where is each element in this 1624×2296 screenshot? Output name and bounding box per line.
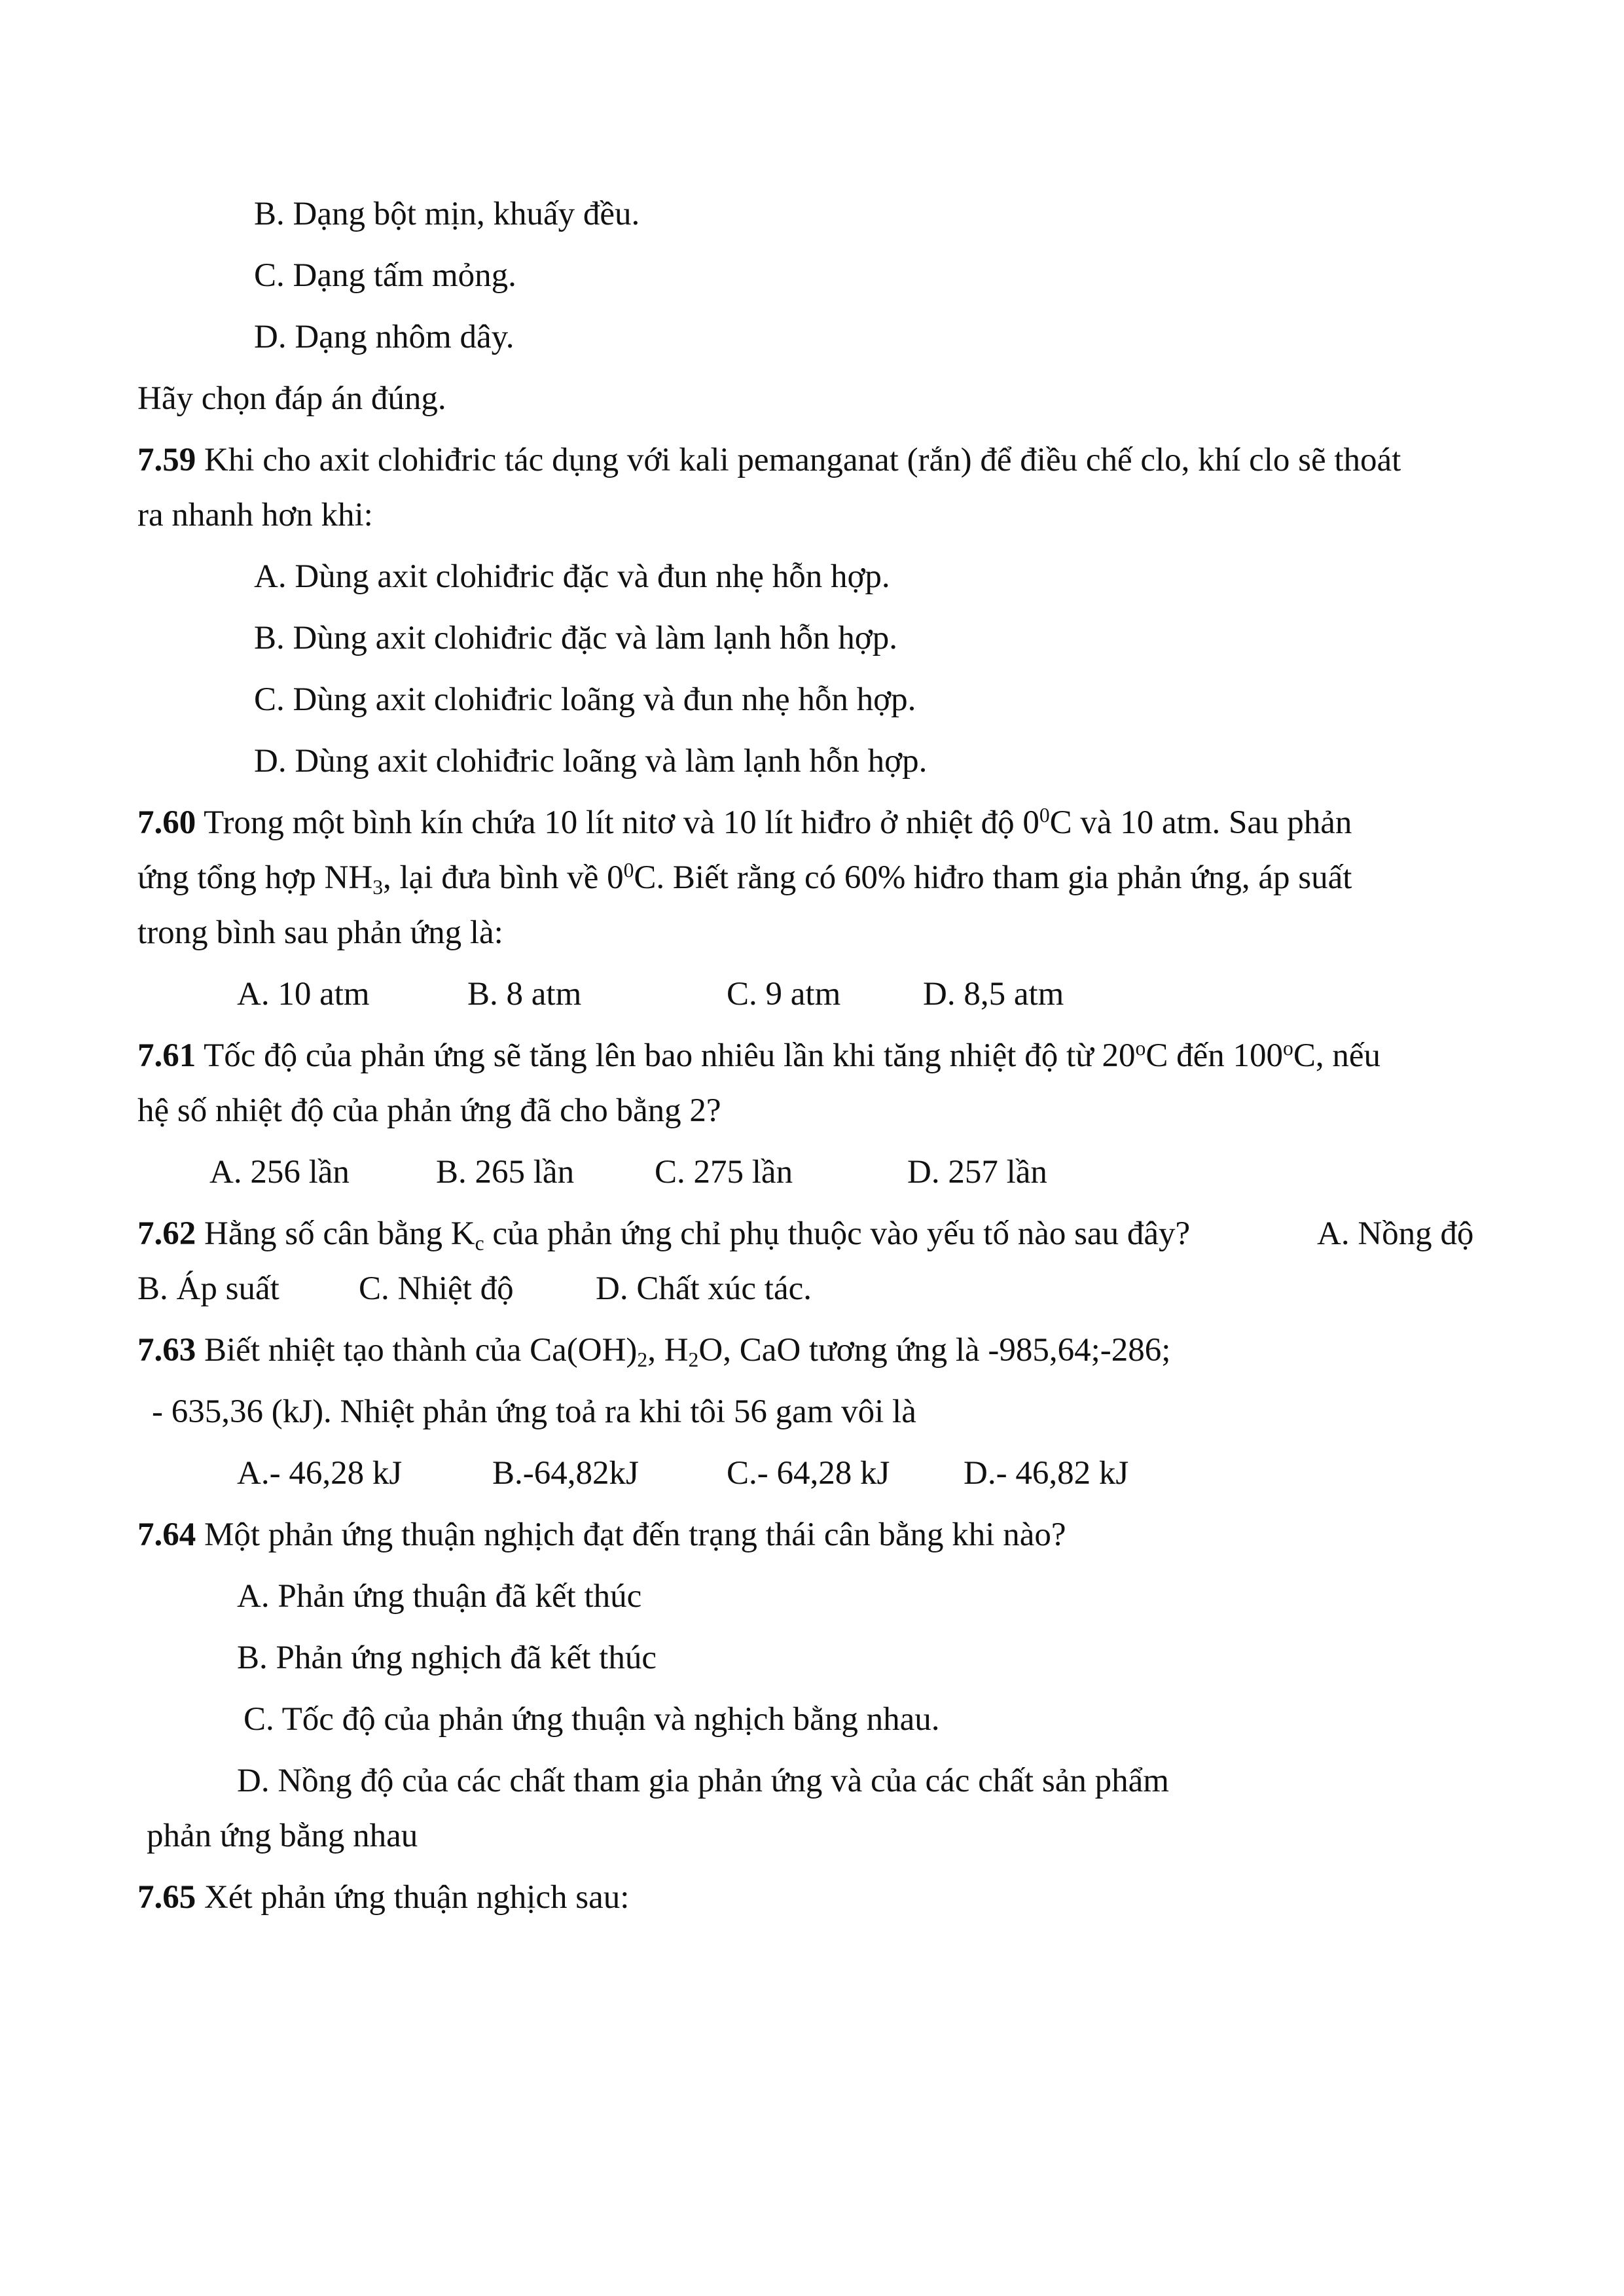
question-text: C đến 100	[1146, 1037, 1283, 1074]
question-7-62	[137, 1215, 1191, 1255]
question-text: C, nếu	[1293, 1037, 1380, 1074]
q760-option-d: D. 8,5 atm	[923, 976, 1064, 1013]
q759-option-d: D. Dùng axit clohiđric loãng và làm lạnh hỗn hợp.	[254, 743, 928, 780]
prev-option-d: D. Dạng nhôm dây.	[254, 319, 514, 355]
question-7-59	[137, 444, 1401, 477]
q759-option-a: A. Dùng axit clohiđric đặc và đun nhẹ hỗn hợp.	[254, 558, 890, 595]
prev-option-c: C. Dạng tấm mỏng.	[254, 257, 516, 294]
question-text: C và 10 atm. Sau phản	[1049, 804, 1352, 841]
question-text: , lại đưa bình về 0	[383, 859, 624, 896]
question-text: Một phản ứng thuận nghịch đạt đến trạng thái cân bằng khi nào?	[196, 1516, 1066, 1553]
q763-option-c: C.- 64,28 kJ	[727, 1455, 890, 1492]
subscript: 2	[688, 1348, 699, 1371]
q764-option-c: C. Tốc độ của phản ứng thuận và nghịch bằng nhau.	[244, 1701, 940, 1738]
q761-option-b: B. 265 lần	[436, 1154, 575, 1191]
q762-option-d: D. Chất xúc tác.	[596, 1270, 812, 1307]
question-7-60	[137, 803, 1352, 841]
q764-option-a: A. Phản ứng thuận đã kết thúc	[237, 1578, 642, 1615]
q762-option-c: C. Nhiệt độ	[359, 1270, 514, 1307]
question-7-63-cont: - 635,36 (kJ). Nhiệt phản ứng toả ra khi tôi 56 gam vôi là	[152, 1393, 916, 1430]
q759-option-b: B. Dùng axit clohiđric đặc và làm lạnh hỗn hợp.	[254, 620, 897, 656]
superscript: o	[1135, 1036, 1146, 1060]
question-7-63	[137, 1332, 1171, 1371]
q763-option-b: B.-64,82kJ	[492, 1455, 639, 1492]
question-number: 7.62	[137, 1215, 196, 1252]
question-text: Khi cho axit clohiđric tác dụng với kali pemanganat (rắn) để điều chế clo, khí clo sẽ thoát	[196, 442, 1401, 478]
prev-option-b: B. Dạng bột mịn, khuấy đều.	[254, 196, 640, 232]
q762-option-b: B. Áp suất	[137, 1270, 280, 1307]
q762-option-a: A. Nồng độ	[1317, 1215, 1474, 1252]
q760-option-a: A. 10 atm	[237, 976, 370, 1013]
question-text: , H	[647, 1332, 689, 1369]
question-number: 7.59	[137, 442, 196, 478]
question-7-60-cont	[137, 858, 1352, 899]
subscript: c	[475, 1231, 484, 1255]
q764-option-b: B. Phản ứng nghịch đã kết thúc	[237, 1640, 657, 1676]
q760-option-b: B. 8 atm	[467, 976, 582, 1013]
subscript: 2	[637, 1348, 648, 1371]
q761-option-d: D. 257 lần	[907, 1154, 1047, 1191]
q761-option-a: A. 256 lần	[209, 1154, 350, 1191]
q763-option-d: D.- 46,82 kJ	[964, 1455, 1129, 1492]
question-number: 7.64	[137, 1516, 196, 1553]
question-text: Tốc độ của phản ứng sẽ tăng lên bao nhiêu lần khi tăng nhiệt độ từ 20	[196, 1037, 1136, 1074]
q759-option-c: C. Dùng axit clohiđric loãng và đun nhẹ hỗn hợp.	[254, 681, 916, 718]
question-text: Trong một bình kín chứa 10 lít nitơ và 10 lít hiđro ở nhiệt độ 0	[196, 804, 1039, 841]
question-text: Biết nhiệt tạo thành của Ca(OH)	[196, 1332, 638, 1369]
prev-instruction: Hãy chọn đáp án đúng.	[137, 380, 446, 417]
q764-option-d-cont: phản ứng bằng nhau	[147, 1818, 418, 1854]
question-number: 7.61	[137, 1037, 196, 1074]
question-7-59-cont: ra nhanh hơn khi:	[137, 497, 373, 533]
superscript: o	[1283, 1036, 1293, 1060]
subscript: 3	[372, 875, 384, 899]
question-7-61	[137, 1036, 1380, 1074]
question-7-60-cont2: trong bình sau phản ứng là:	[137, 914, 503, 951]
question-7-64	[137, 1518, 1066, 1552]
question-7-61-cont: hệ số nhiệt độ của phản ứng đã cho bằng 2?	[137, 1092, 721, 1129]
question-text: của phản ứng chỉ phụ thuộc vào yếu tố nào sau đây?	[484, 1215, 1191, 1252]
superscript: 0	[623, 858, 634, 882]
question-text: O, CaO tương ứng là -985,64;-286;	[698, 1332, 1171, 1369]
q763-option-a: A.- 46,28 kJ	[237, 1455, 403, 1492]
question-number: 7.65	[137, 1879, 196, 1916]
superscript: 0	[1039, 803, 1050, 827]
q764-option-d: D. Nồng độ của các chất tham gia phản ứng và của các chất sản phẩm	[237, 1763, 1169, 1799]
question-text: Hằng số cân bằng K	[196, 1215, 475, 1252]
question-7-65	[137, 1881, 629, 1914]
q761-option-c: C. 275 lần	[655, 1154, 793, 1191]
question-text: Xét phản ứng thuận nghịch sau:	[196, 1879, 630, 1916]
question-text: ứng tổng hợp NH	[137, 859, 373, 896]
q760-option-c: C. 9 atm	[727, 976, 841, 1013]
question-number: 7.60	[137, 804, 196, 841]
question-text: C. Biết rằng có 60% hiđro tham gia phản ứng, áp suất	[634, 859, 1352, 896]
question-number: 7.63	[137, 1332, 196, 1369]
